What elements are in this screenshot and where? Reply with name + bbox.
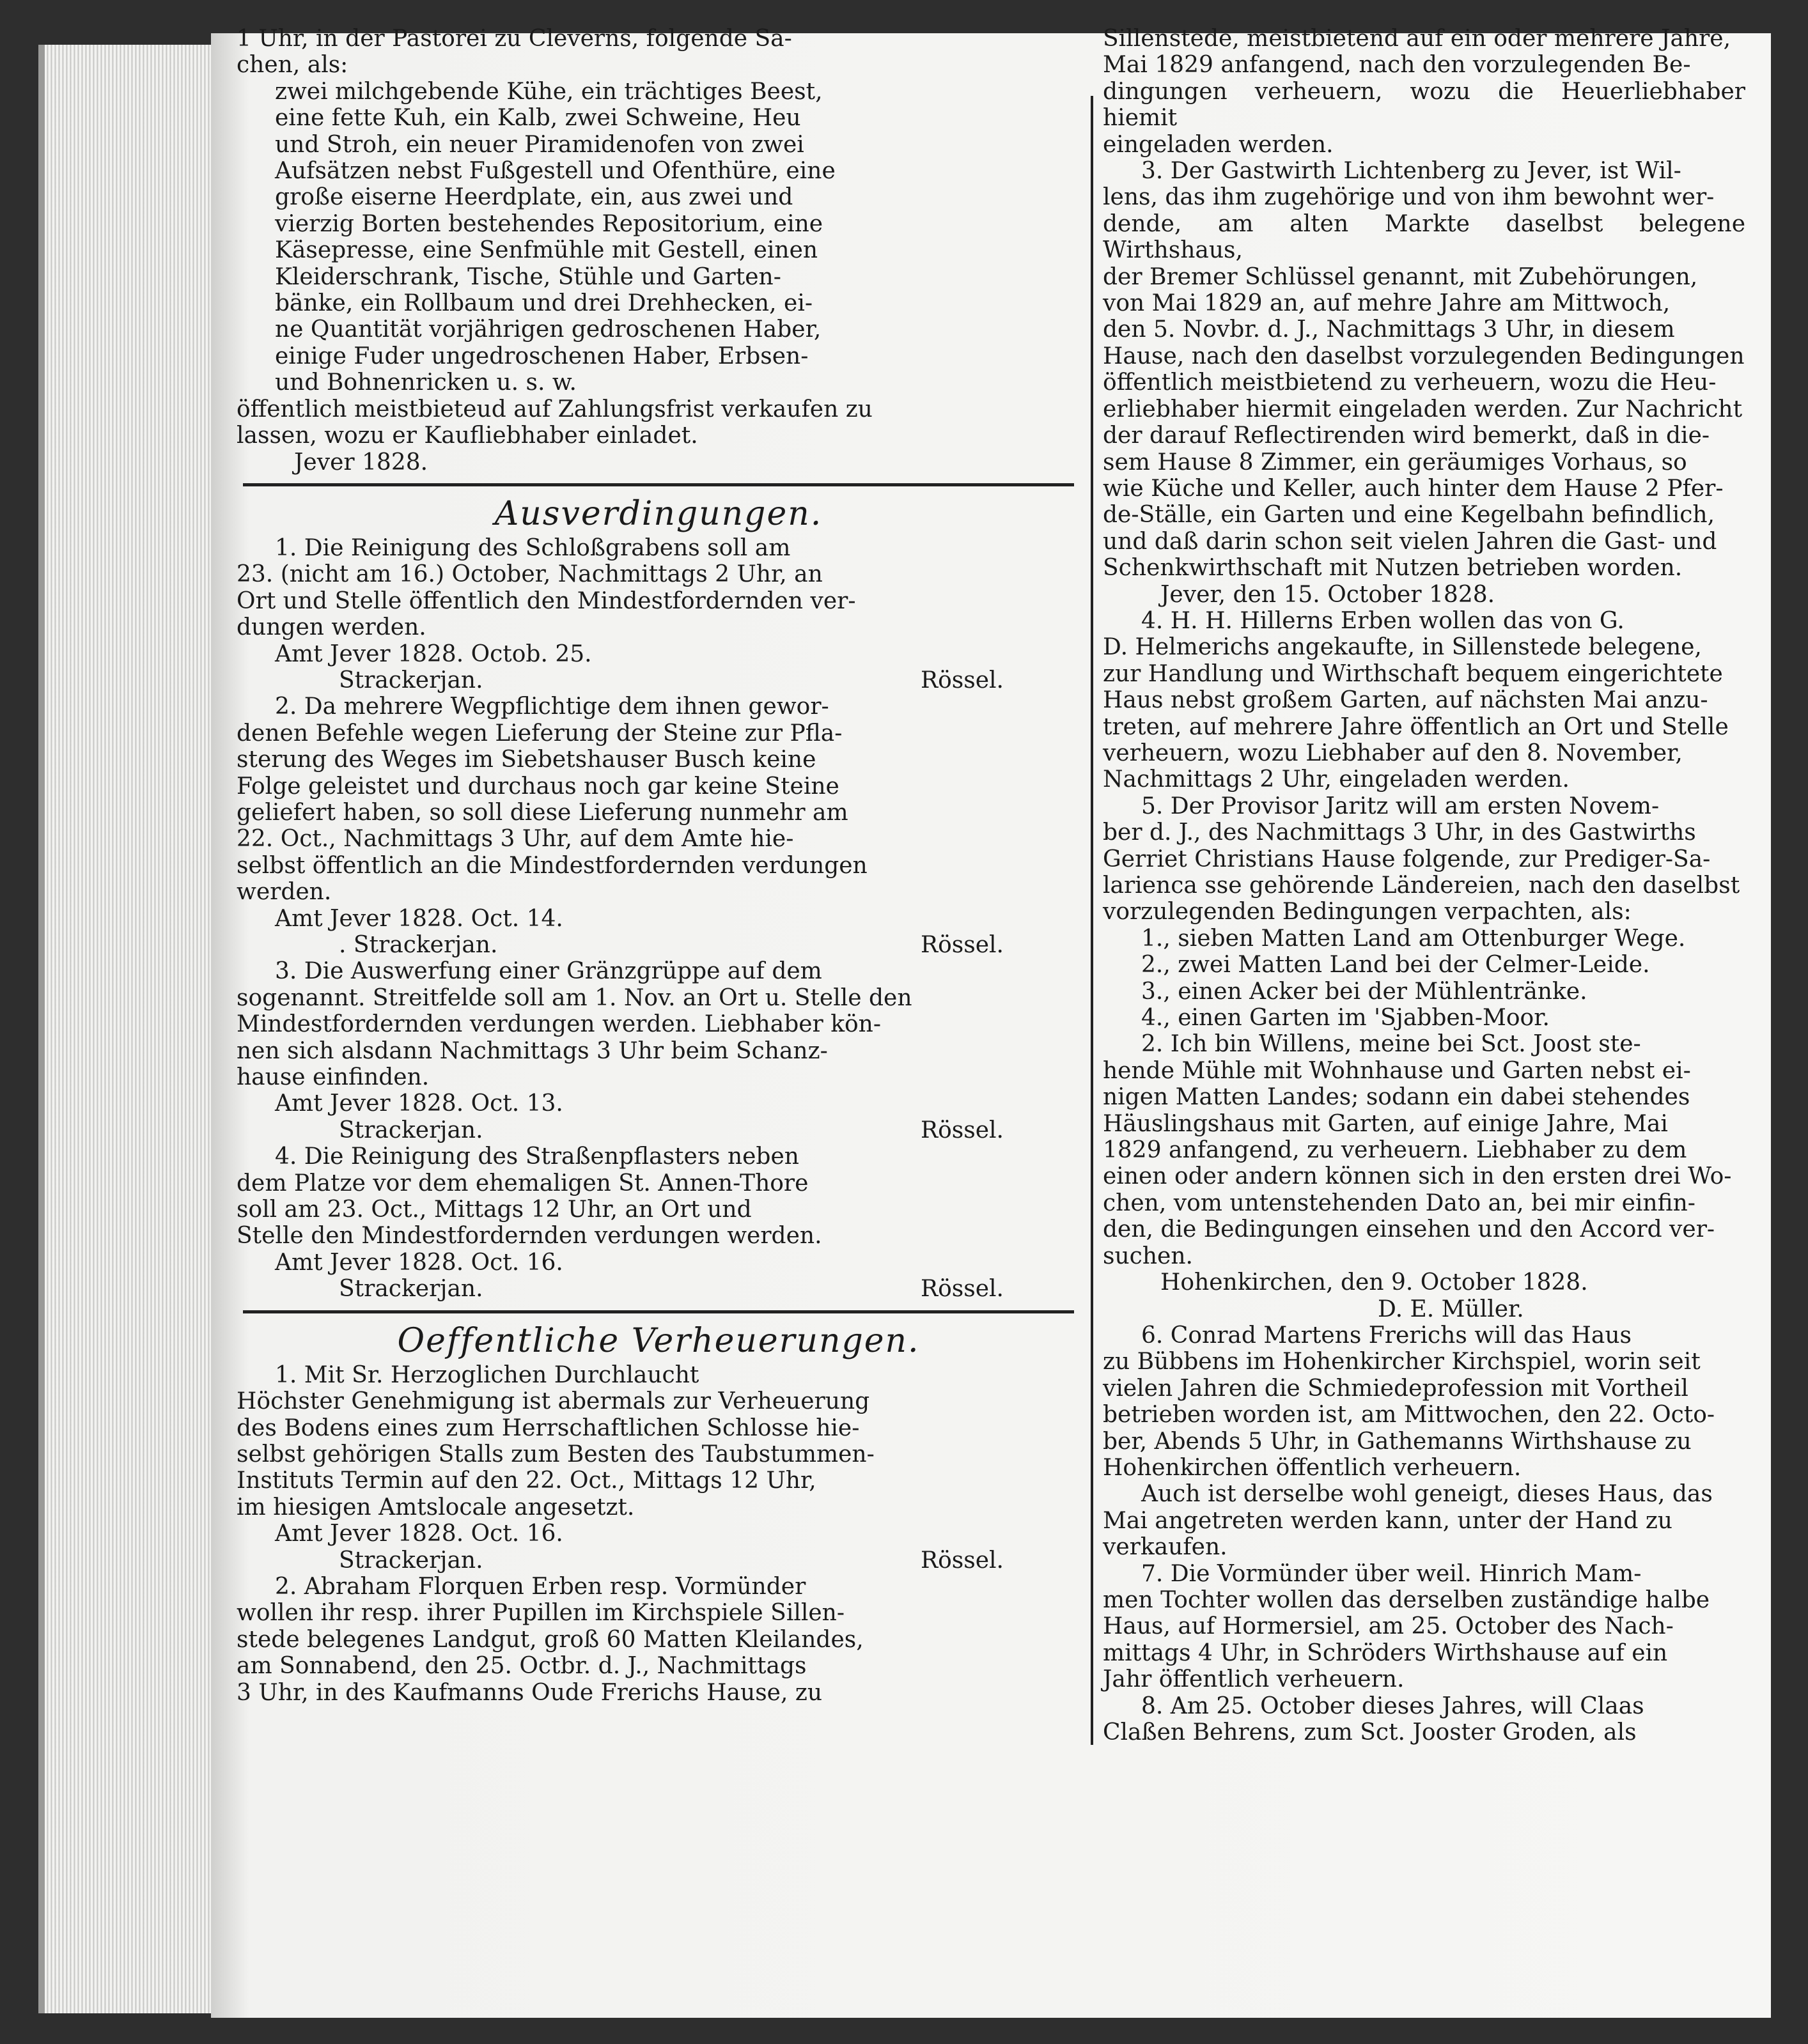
text-line: ne Quantität vorjährigen gedroschenen Haber, [275,316,822,343]
text-line: zu Bübbens im Hohenkircher Kirchspiel, worin seit [1103,1349,1701,1375]
text-line: einige Fuder ungedroschenen Haber, Erbsen- [275,343,809,369]
text-line: Sillenstede, meistbietend auf ein oder mehrere Jahre, [1103,26,1731,52]
text-line: lassen, wozu er Kaufliebhaber einladet. [237,422,698,449]
text-line: Nachmittags 2 Uhr, eingeladen werden. [1103,766,1570,793]
text-line: selbst öffentlich an die Mindestfordernden verdungen [237,852,868,879]
text-line: ber, Abends 5 Uhr, in Gathemanns Wirthshause zu [1103,1428,1692,1455]
left-column [237,26,1080,1706]
text-line: verheuern, wozu Liebhaber auf den 8. November, [1103,739,1683,766]
text-line: chen, als: [237,52,348,79]
text-line: Kleiderschrank, Tische, Stühle und Garten- [275,263,781,290]
text-line: sterung des Weges im Siebetshauser Busch keine [237,747,816,773]
text-line: mittags 4 Uhr, in Schröders Wirthshause auf ein [1103,1639,1668,1666]
text-line: Auch ist derselbe wohl geneigt, dieses Haus, das [1141,1481,1713,1508]
text-line: stede belegenes Landgut, groß 60 Matten Kleilandes, [237,1626,864,1653]
text-line: Hause, nach den daselbst vorzulegenden Bedingungen [1103,343,1745,369]
text-line: Stelle den Mindestfordernden verdungen werden. [237,1223,822,1250]
date-line: Amt Jever 1828. Octob. 25. [275,640,592,667]
land-list [1103,925,1745,1032]
date-line: Amt Jever 1828. Oct. 13. [275,1090,563,1117]
signature-line [237,667,1080,693]
text-line: D. Helmerichs angekaufte, in Sillenstede belegene, [1103,634,1702,661]
text-line: 1. Die Reinigung des Schloßgrabens soll am [275,534,791,561]
signature-right: Rössel. [921,1276,1004,1303]
text-line: selbst gehörigen Stalls zum Besten des Taubstummen- [237,1441,875,1467]
text-line: Mindestfordernden verdungen werden. Liebhaber kön- [237,1011,882,1038]
text-line: geliefert haben, so soll diese Lieferung nunmehr am [237,799,848,826]
book-page-edges [38,45,230,2013]
text-line: hause einfinden. [237,1064,430,1091]
text-line: einen oder andern können sich in den ersten drei Wo- [1103,1163,1732,1190]
text-line: wie Küche und Keller, auch hinter dem Hause 2 Pfer- [1103,475,1724,502]
text-line: 2. Da mehrere Wegpflichtige dem ihnen gewor- [275,693,829,720]
text-line: vielen Jahren die Schmiedeprofession mit Vortheil [1103,1375,1688,1402]
text-line: 4. Die Reinigung des Straßenpflasters neben [275,1143,799,1170]
text-line: men Tochter wollen das derselben zuständige halbe [1103,1586,1710,1613]
text-line: des Bodens eines zum Herrschaftlichen Schlosse hie- [237,1414,860,1441]
text-line: 1. Mit Sr. Herzoglichen Durchlaucht [275,1361,699,1388]
text-line: Mai 1829 anfangend, nach den vorzulegenden Be- [1103,52,1691,79]
text-line: vierzig Borten bestehendes Repositorium, eine [275,210,823,237]
text-line: wollen ihr resp. ihrer Pupillen im Kirchspiele Sillen- [237,1600,845,1627]
text-line: nigen Matten Landes; sodann ein dabei stehendes [1103,1084,1690,1111]
date-line: Amt Jever 1828. Oct. 16. [275,1521,563,1547]
text-line: den 5. Novbr. d. J., Nachmittags 3 Uhr, in diesem [1103,316,1675,343]
signature-line [237,1117,1080,1143]
text-line: Schenkwirthschaft mit Nutzen betrieben worden. [1103,555,1683,582]
signature-line [237,1276,1080,1302]
text-line: sogenannt. Streitfelde soll am 1. Nov. an Ort u. Stelle den [237,984,912,1011]
text-line: 23. (nicht am 16.) October, Nachmittags 2 Uhr, an [237,561,823,588]
text-line: Hohenkirchen öffentlich verheuern. [1103,1454,1522,1481]
text-line: große eiserne Heerdplate, ein, aus zwei und [275,184,793,211]
list-item: 1., sieben Matten Land am Ottenburger Wege. [1141,925,1686,952]
place-date-line: Hohenkirchen, den 9. October 1828. [1160,1269,1588,1296]
text-line: der Bremer Schlüssel genannt, mit Zubehörungen, [1103,263,1698,290]
text-line: eine fette Kuh, ein Kalb, zwei Schweine, Heu [275,105,801,132]
text-line: Jahr öffentlich verheuern. [1103,1666,1405,1693]
text-line: 8. Am 25. October dieses Jahres, will Claas [1141,1692,1644,1719]
text-line: 5. Der Provisor Jaritz will am ersten Novem- [1141,793,1660,819]
text-line: den, die Bedingungen einsehen und den Accord ver- [1103,1216,1715,1243]
section-rule [243,483,1074,486]
text-line: treten, auf mehrere Jahre öffentlich an Ort und Stelle [1103,713,1729,740]
text-line: 22. Oct., Nachmittags 3 Uhr, auf dem Amte hie- [237,826,794,853]
signature-line [237,1547,1080,1574]
text-line: 3. Der Gastwirth Lichtenberg zu Jever, ist Wil- [1141,158,1681,185]
signature-left: Strackerjan. [339,667,483,693]
section-heading-ausverdingungen: Ausverdingungen. [494,494,823,533]
text-line: de-Ställe, ein Garten und eine Kegelbahn befindlich, [1103,502,1715,529]
text-line: larienca sse gehörende Ländereien, nach den daselbst [1103,872,1740,899]
text-line: hende Mühle mit Wohnhause und Garten nebst ei- [1103,1057,1691,1084]
text-line: Instituts Termin auf den 22. Oct., Mittags 12 Uhr, [237,1467,816,1494]
text-line: zur Handlung und Wirthschaft bequem eingerichtete [1103,660,1723,687]
items-block [237,79,1080,396]
text-line: und Bohnenricken u. s. w. [275,369,577,396]
text-line: dende, am alten Markte daselbst belegene Wirthshaus, [1103,210,1745,264]
text-line: erliebhaber hiermit eingeladen werden. Zur Nachricht [1103,396,1743,422]
text-line: 6. Conrad Martens Frerichs will das Haus [1141,1322,1632,1349]
text-line: Folge geleistet und durchaus noch gar keine Steine [237,773,839,800]
text-line: öffentlich meistbieteud auf Zahlungsfrist verkaufen zu [237,396,873,422]
text-line: und daß darin schon seit vielen Jahren die Gast- und [1103,528,1717,555]
text-line: 1 Uhr, in der Pastorei zu Cleverns, folgende Sa- [237,26,792,52]
text-line: werden. [237,879,332,906]
text-line: Ort und Stelle öffentlich den Mindestfordernden ver- [237,587,856,614]
text-line: Käsepresse, eine Senfmühle mit Gestell, einen [275,237,818,264]
text-line: im hiesigen Amtslocale angesetzt. [237,1494,635,1521]
date-line: Jever 1828. [294,449,428,476]
text-line: Mai angetreten werden kann, unter der Hand zu [1103,1507,1672,1534]
intro-text [237,26,1080,79]
text-line: Aufsätzen nebst Fußgestell und Ofenthüre, eine [275,158,836,185]
column-divider [1091,96,1093,1745]
date-line: Jever, den 15. October 1828. [1160,581,1495,608]
signature-right: Rössel. [921,1117,1004,1143]
text-line: dingungen verheuern, wozu die Heuerliebhaber hiemit [1103,78,1745,132]
text-line: lens, das ihm zugehörige und von ihm bewohnt wer- [1103,184,1715,211]
text-line: 1829 anfangend, zu verheuern. Liebhaber zu dem [1103,1137,1687,1164]
signature-line [237,932,1080,958]
text-line: ber d. J., des Nachmittags 3 Uhr, in des Gastwirths [1103,819,1696,846]
text-line: vorzulegenden Bedingungen verpachten, als: [1103,899,1632,925]
text-line: Haus nebst großem Garten, auf nächsten Mai anzu- [1103,687,1708,714]
signature-right: Rössel. [921,667,1004,693]
text-line: öffentlich meistbietend zu verheuern, wozu die Heu- [1103,369,1717,396]
text-line: 3 Uhr, in des Kaufmanns Oude Frerichs Hause, zu [237,1679,823,1706]
text-line: und Stroh, ein neuer Piramidenofen von zwei [275,131,804,158]
text-line: Häuslingshaus mit Garten, auf einige Jahre, Mai [1103,1110,1668,1137]
date-line: Amt Jever 1828. Oct. 16. [275,1249,563,1276]
text-line: Gerriet Christians Hause folgende, zur Prediger-Sa- [1103,846,1711,872]
text-line: zwei milchgebende Kühe, ein trächtiges Beest, [275,78,823,105]
text-line: verkaufen. [1103,1534,1227,1561]
date-line: Amt Jever 1828. Oct. 14. [275,905,563,932]
text-line: nen sich alsdann Nachmittags 3 Uhr beim Schanz- [237,1037,828,1064]
list-item: 2., zwei Matten Land bei der Celmer-Leide. [1141,952,1650,979]
signature-right: Rössel. [921,932,1004,958]
text-line: Claßen Behrens, zum Sct. Jooster Groden, als [1103,1719,1637,1746]
text-line: denen Befehle wegen Lieferung der Steine zur Pfla- [237,720,843,747]
text-line: dungen werden. [237,614,426,641]
text-line: von Mai 1829 an, auf mehre Jahre am Mittwoch, [1103,290,1671,317]
text-line: Haus, auf Hormersiel, am 25. October des Nach- [1103,1613,1674,1640]
text-line: der darauf Reflectirenden wird bemerkt, daß in die- [1103,422,1710,449]
signature-left: Strackerjan. [339,1276,483,1303]
text-line: soll am 23. Oct., Mittags 12 Uhr, an Ort und [237,1196,752,1223]
section-rule [243,1310,1074,1313]
text-line: 2. Abraham Florquen Erben resp. Vormünder [275,1573,806,1600]
text-line: 7. Die Vormünder über weil. Hinrich Mam- [1141,1560,1642,1587]
text-line: 3. Die Auswerfung einer Gränzgrüppe auf dem [275,958,822,985]
text-line: eingeladen werden. [1103,131,1334,158]
text-line: chen, vom untenstehenden Dato an, bei mir einfin- [1103,1189,1695,1216]
right-column [1103,26,1745,1746]
text-line: betrieben worden ist, am Mittwochen, den 22. Octo- [1103,1402,1715,1428]
list-item: 3., einen Acker bei der Mühlentränke. [1141,978,1587,1005]
list-item: 4., einen Garten im 'Sjabben-Moor. [1141,1005,1550,1032]
signature-right: Rössel. [921,1547,1004,1574]
text-line: am Sonnabend, den 25. Octbr. d. J., Nachmittags [237,1653,807,1680]
text-line: Höchster Genehmigung ist abermals zur Verheuerung [237,1388,870,1415]
signature-left: Strackerjan. [339,1117,483,1143]
section-heading-verheuerungen: Oeffentliche Verheuerungen. [397,1321,920,1360]
text-line: 2. Ich bin Willens, meine bei Sct. Joost ste- [1141,1031,1641,1058]
text-line: dem Platze vor dem ehemaligen St. Annen-Thore [237,1170,809,1196]
text-line: sem Hause 8 Zimmer, ein geräumiges Vorhaus, so [1103,449,1687,476]
signature-left: Strackerjan. [339,1547,483,1574]
signature: D. E. Müller. [1378,1296,1524,1322]
text-line: bänke, ein Rollbaum und drei Drehhecken, ei- [275,290,813,317]
signature-left: . Strackerjan. [339,932,498,958]
text-line: suchen. [1103,1243,1193,1269]
text-line: 4. H. H. Hillerns Erben wollen das von G. [1141,607,1625,634]
